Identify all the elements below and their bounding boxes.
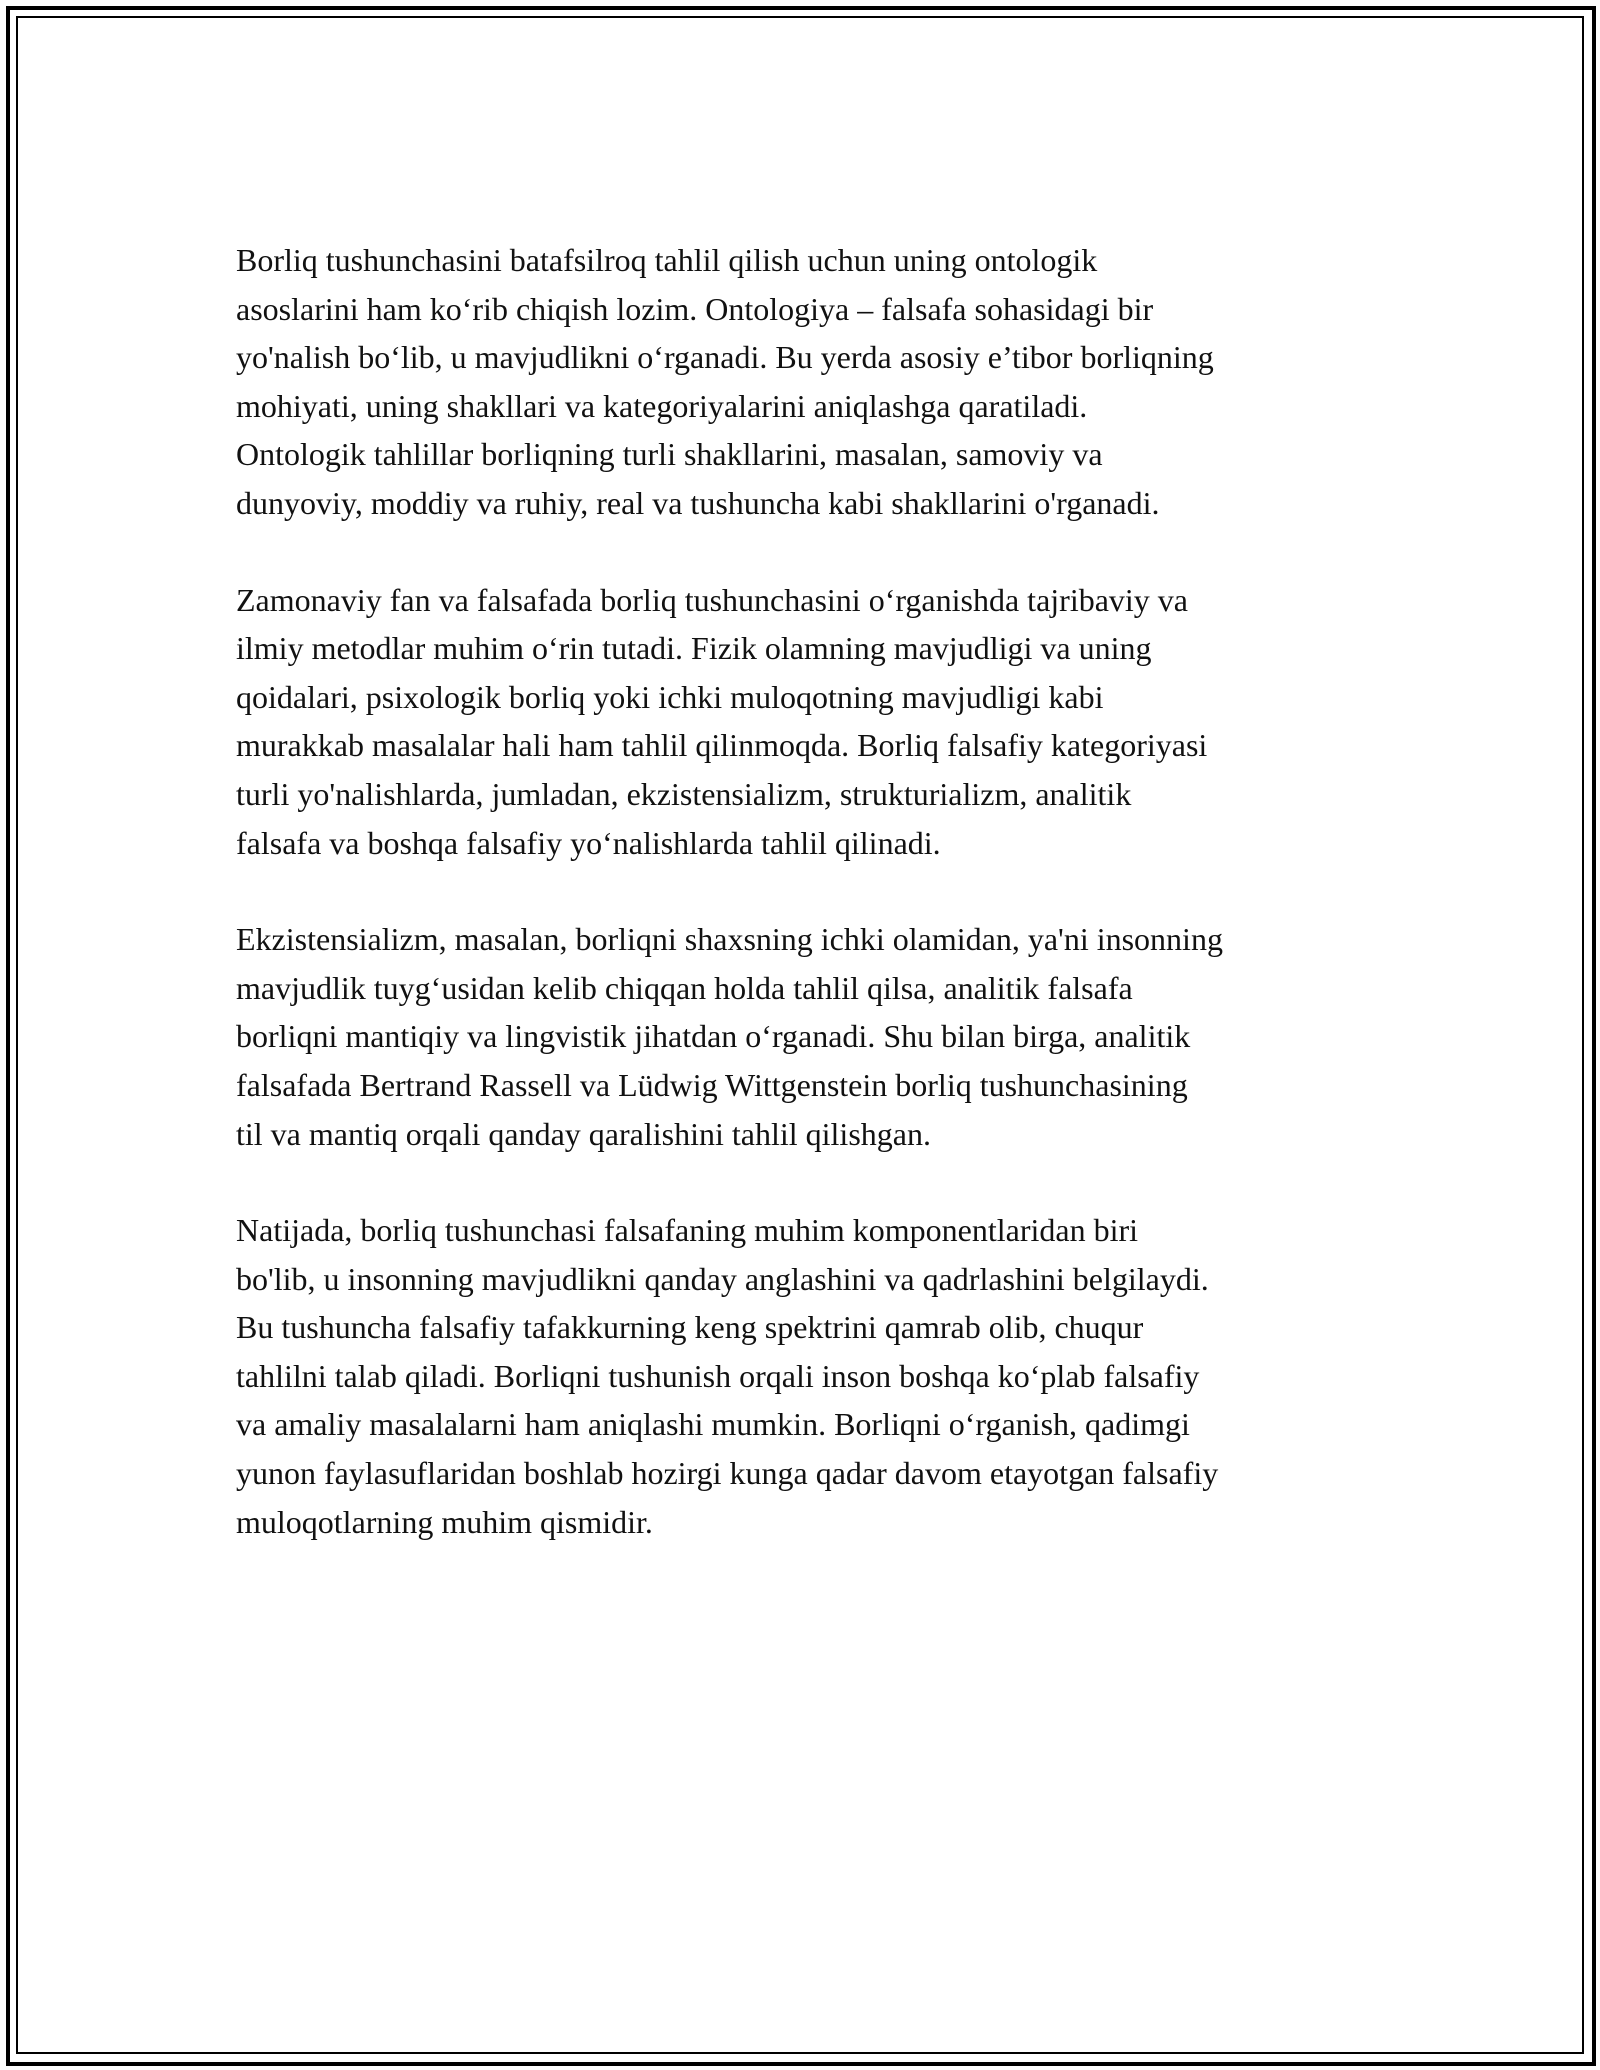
paragraph-existentialism: Ekzistensializm, masalan, borliqni shaxsning ichki olamidan, ya'ni insonning mavjudlik tuyg‘usidan kelib chiqqan holda tahlil qilsa, analitik falsafa borliqni mantiqiy va lingvistik jihatdan o‘rganadi. Shu bilan birga, analitik falsafada Bertrand Rassell va Lüdwig Wittgenstein borliq tushunchasining til va mantiq orqali qanday qaralishini tahlil qilishgan.: [236, 921, 1223, 1152]
paragraph-ontology: Borliq tushunchasini batafsilroq tahlil qilish uchun uning ontologik asoslarini ham ko‘rib chiqish lozim. Ontologiya – falsafa sohasidagi bir yo'nalish bo‘lib, u mavjudlikni o‘rganadi. Bu yerda asosiy e’tibor borliqning mohiyati, uning shakllari va kategoriyalarini aniqlashga qaratiladi. Ontologik tahlillar borliqning turli shakllarini, masalan, samoviy va dunyoviy, moddiy va ruhiy, real va tushuncha kabi shakllarini o'rganadi.: [236, 242, 1214, 521]
document-body: [236, 236, 1396, 1594]
paragraph-conclusion: Natijada, borliq tushunchasi falsafaning muhim komponentlaridan biri bo'lib, u insonning mavjudlikni qanday anglashini va qadrlashini belgilaydi. Bu tushuncha falsafiy tafakkurning keng spektrini qamrab olib, chuqur tahlilni talab qiladi. Borliqni tushunish orqali inson boshqa ko‘plab falsafiy va amaliy masalalarni ham aniqlashi mumkin. Borliqni o‘rganish, qadimgi yunon faylasuflaridan boshlab hozirgi kunga qadar davom etayotgan falsafiy muloqotlarning muhim qismidir.: [236, 1212, 1219, 1540]
paragraph-modern-science: Zamonaviy fan va falsafada borliq tushunchasini o‘rganishda tajribaviy va ilmiy metodlar muhim o‘rin tutadi. Fizik olamning mavjudligi va uning qoidalari, psixologik borliq yoki ichki muloqotning mavjudligi kabi murakkab masalalar hali ham tahlil qilinmoqda. Borliq falsafiy kategoriyasi turli yo'nalishlarda, jumladan, ekzistensializm, strukturializm, analitik falsafa va boshqa falsafiy yo‘nalishlarda tahlil qilinadi.: [236, 581, 1208, 861]
